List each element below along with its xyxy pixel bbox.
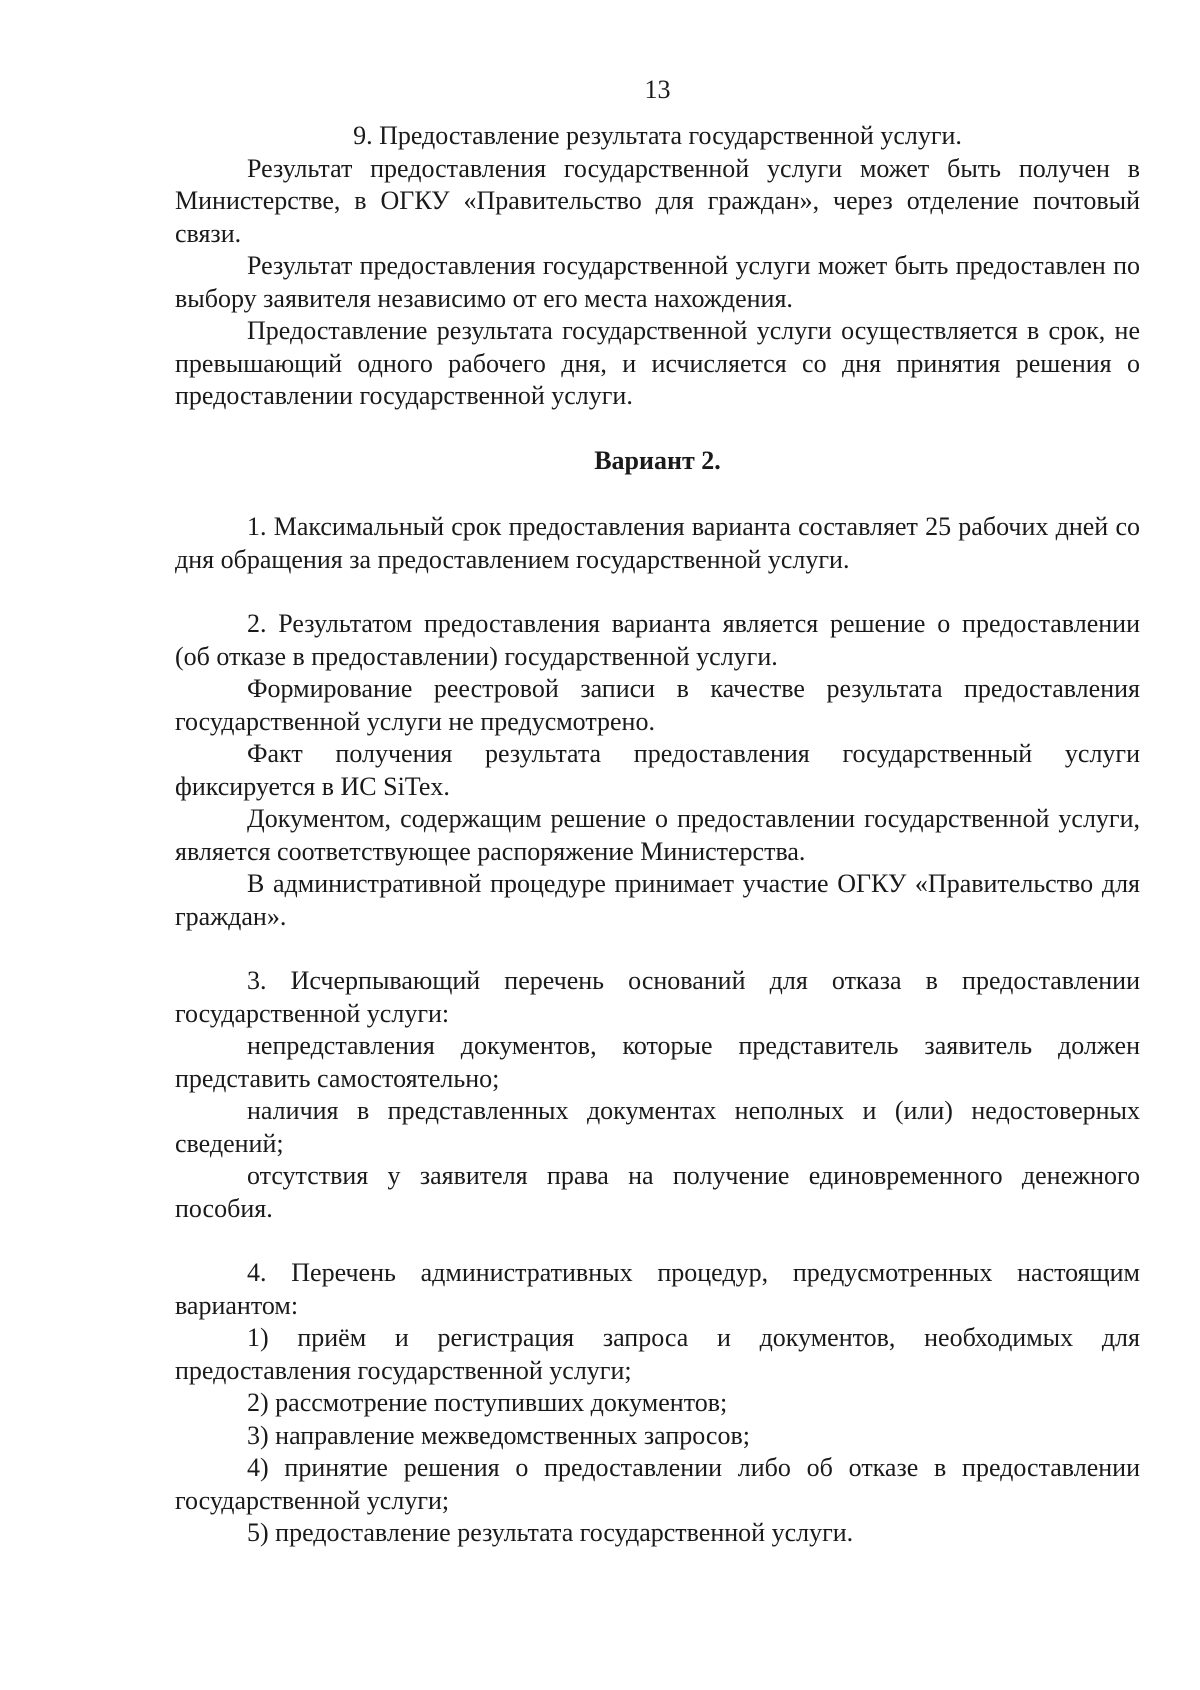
item-4-list-item-2: 2) рассмотрение поступивших документов; bbox=[247, 1388, 728, 1417]
item-4-list-item-1: 1) приём и регистрация запроса и документов, необходимых для предоставления государственной услуги; bbox=[175, 1323, 1140, 1385]
item-2-paragraph-5: В административной процедуре принимает участие ОГКУ «Правительство для граждан». bbox=[175, 869, 1140, 931]
section-9-paragraph-2: Результат предоставления государственной услуги может быть предоставлен по выбору заявителя независимо от его места нахождения. bbox=[175, 251, 1140, 313]
item-4-list-item-3: 3) направление межведомственных запросов; bbox=[247, 1420, 750, 1450]
item-2-paragraph-3: Факт получения результата предоставления государственный услуги фиксируется в ИС SiTex. bbox=[175, 739, 1140, 801]
item-2-paragraph-2: Формирование реестровой записи в качестве результата предоставления государственной услуги не предусмотрено. bbox=[175, 674, 1140, 736]
page-number: 13 bbox=[644, 75, 671, 104]
item-3-paragraph-1: 3. Исчерпывающий перечень оснований для отказа в предоставлении государственной услуги: bbox=[175, 966, 1140, 1028]
item-4-list-item-4: 4) принятие решения о предоставлении либо об отказе в предоставлении государственной услуги; bbox=[175, 1453, 1140, 1515]
section-9-title: 9. Предоставление результата государственной услуги. bbox=[353, 121, 962, 150]
variant-heading: Вариант 2. bbox=[594, 445, 721, 475]
item-4-paragraph-1: 4. Перечень административных процедур, предусмотренных настоящим вариантом: bbox=[175, 1258, 1140, 1320]
document-page bbox=[175, 60, 1140, 1550]
item-2-paragraph-4: Документом, содержащим решение о предоставлении государственной услуги, является соответствующее распоряжение Министерства. bbox=[175, 804, 1140, 866]
item-3-paragraph-4: отсутствия у заявителя права на получение единовременного денежного пособия. bbox=[175, 1161, 1140, 1223]
section-9-paragraph-3: Предоставление результата государственной услуги осуществляется в срок, не превышающий одного рабочего дня, и исчисляется со дня принятия решения о предоставлении государственной услуги. bbox=[175, 316, 1140, 410]
item-1-paragraph: 1. Максимальный срок предоставления варианта составляет 25 рабочих дней со дня обращения за предоставлением государственной услуги. bbox=[175, 512, 1140, 574]
section-9-paragraph-1: Результат предоставления государственной услуги может быть получен в Министерстве, в ОГКУ «Правительство для граждан», через отделение почтовый связи. bbox=[175, 153, 1140, 248]
item-4-list-item-5: 5) предоставление результата государственной услуги. bbox=[247, 1518, 854, 1547]
item-2-paragraph-1: 2. Результатом предоставления варианта является решение о предоставлении (об отказе в предоставлении) государственной услуги. bbox=[175, 609, 1140, 671]
item-3-paragraph-2: непредставления документов, которые представитель заявитель должен представить самостоятельно; bbox=[175, 1031, 1140, 1093]
item-3-paragraph-3: наличия в представленных документах неполных и (или) недостоверных сведений; bbox=[175, 1096, 1140, 1158]
